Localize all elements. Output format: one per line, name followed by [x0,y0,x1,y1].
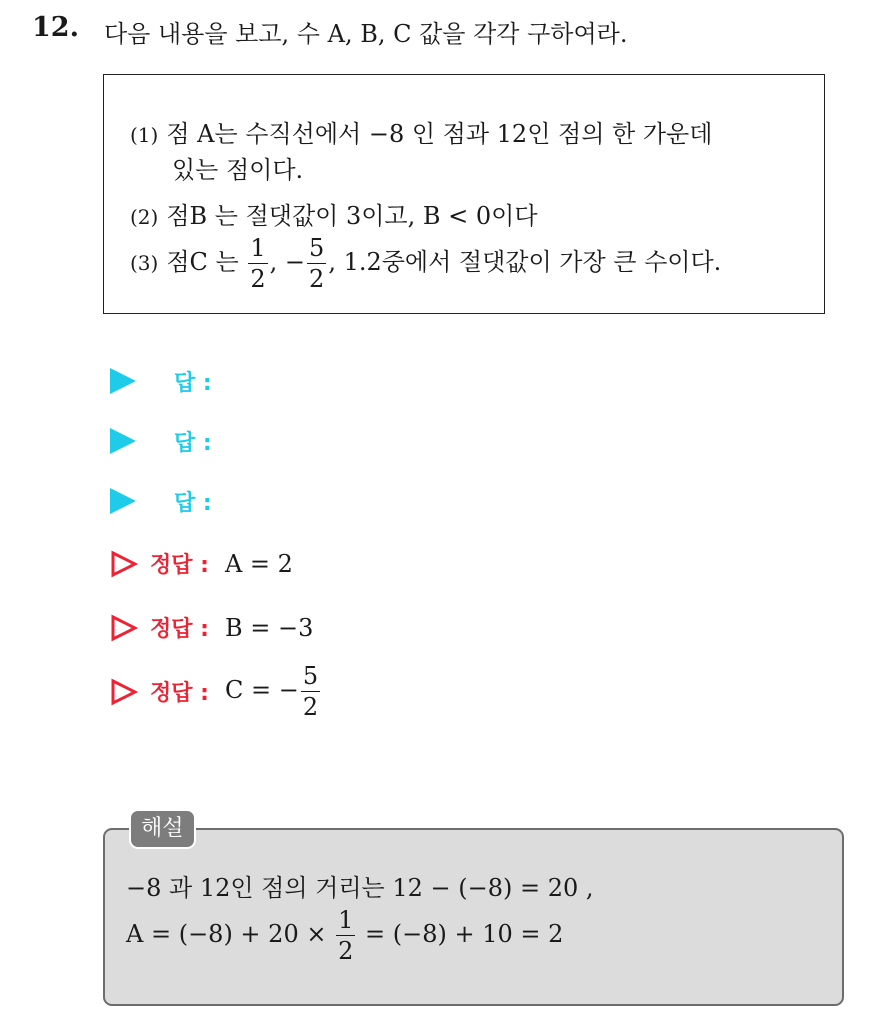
fraction-numerator: 1 [250,234,266,262]
solution-value: A = 2 [224,549,293,578]
condition-1-text: 점 A는 수직선에서 −8 인 점과 12인 점의 한 가운데 [166,120,713,148]
condition-1-continuation: 있는 점이다. [172,156,304,184]
condition-2-number: (2) [130,205,159,229]
outline-triangle-icon [110,678,138,706]
answer-label: 답 : [174,430,212,456]
fraction-denominator: 2 [338,937,354,965]
question-text: 다음 내용을 보고, 수 A, B, C 값을 각각 구하여라. [104,20,628,48]
solution-row-3 [110,664,322,719]
fraction-numerator: 5 [302,662,319,690]
question-number: 12. [32,12,79,43]
explanation-line-2 [126,908,563,963]
solution-value: B = −3 [224,613,314,642]
condition-3-suffix: , 1.2중에서 절댓값이 가장 큰 수이다. [328,248,722,276]
condition-2 [130,196,538,231]
solution-row-2 [110,612,313,643]
condition-3-prefix: 점C 는 [166,248,239,276]
fraction-one-half [336,908,355,963]
solution-row-1 [110,548,293,579]
play-triangle-icon [110,488,136,514]
fraction-denominator: 2 [302,693,319,721]
explanation-line-2-suffix: = (−8) + 10 = 2 [365,920,564,948]
solution-label: 정답 : [150,553,209,578]
play-triangle-icon [110,428,136,454]
fraction-denominator: 2 [309,265,325,293]
condition-3-separator: , [269,248,278,276]
solution-label: 정답 : [150,617,209,642]
explanation-badge: 해설 [129,809,196,849]
condition-3-minus: − [284,248,306,276]
explanation-line-2-prefix: A = (−8) + 20 × [126,920,327,948]
condition-3 [130,236,721,291]
answer-label: 답 : [174,370,212,396]
answer-label: 답 : [174,490,212,516]
answer-row-1[interactable] [110,364,212,398]
fraction-five-halves [301,664,320,719]
condition-1 [130,114,712,149]
fraction-five-halves [307,236,326,291]
answer-row-3[interactable] [110,484,212,518]
solution-value-prefix: C = − [224,676,299,704]
fraction-numerator: 5 [309,234,325,262]
fraction-denominator: 2 [250,265,266,293]
outline-triangle-icon [110,550,138,578]
solution-value [225,664,322,719]
condition-1-number: (1) [130,123,159,147]
fraction-numerator: 1 [338,906,354,934]
solution-label: 정답 : [150,681,209,706]
explanation-line-1: −8 과 12인 점의 거리는 12 − (−8) = 20 , [126,874,594,902]
condition-2-text: 점B 는 절댓값이 3이고, B < 0이다 [166,202,538,230]
condition-3-number: (3) [130,251,159,275]
answer-row-2[interactable] [110,424,212,458]
outline-triangle-icon [110,614,138,642]
fraction-one-half [248,236,267,291]
play-triangle-icon [110,368,136,394]
